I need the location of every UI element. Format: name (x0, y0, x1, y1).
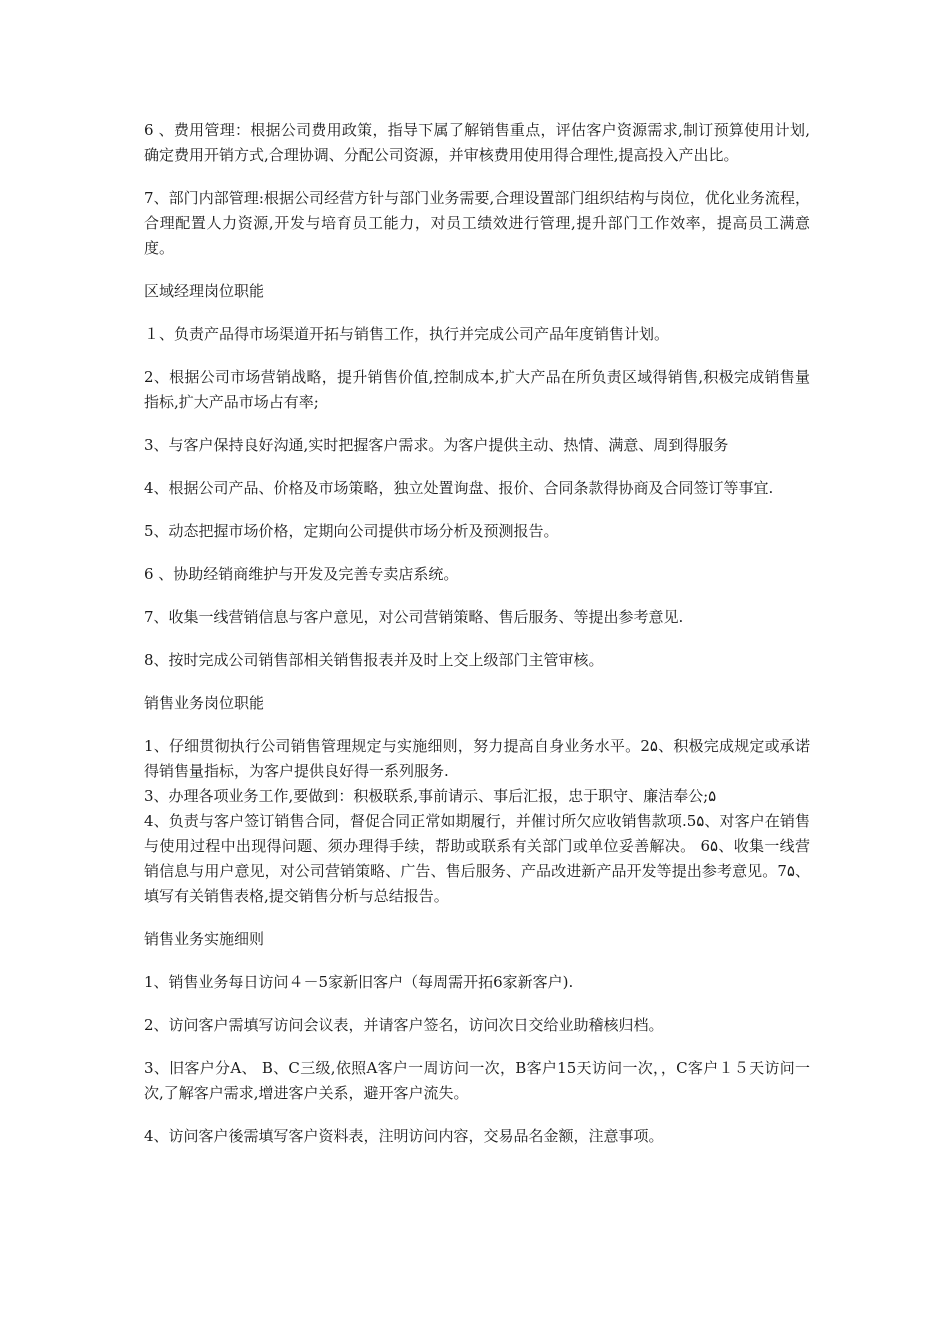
section-heading-sales-duties: 销售业务岗位职能 (144, 694, 265, 712)
paragraph-regional-duty-1: １、负责产品得市场渠道开拓与销售工作，执行并完成公司产品年度销售计划。 (144, 325, 670, 343)
paragraph-regional-duty-5: 5、动态把握市场价格，定期向公司提供市场分析及预测报告。 (144, 522, 559, 540)
paragraph-regional-duty-2: 2、根据公司市场营销战略，提升销售价值,控制成本,扩大产品在所负责区域得销售,积极完成销售量指标,扩大产品市场占有率; (144, 368, 810, 411)
section-heading-regional-manager: 区域经理岗位职能 (144, 282, 265, 300)
paragraph-regional-duty-6: 6 、协助经销商维护与开发及完善专卖店系统。 (144, 565, 459, 583)
paragraph-regional-duty-4: 4、根据公司产品、价格及市场策略，独立处置询盘、报价、合同条款得协商及合同签订等事宜. (144, 479, 774, 497)
paragraph-sales-rule-2: 2、访问客户需填写访问会议表，并请客户签名，访问次日交给业助稽核归档。 (144, 1016, 664, 1034)
paragraph-sales-duty-1: 1、仔细贯彻执行公司销售管理规定与实施细则，努力提高自身业务水平。2۵、积极完成规定或承诺得销售量指标，为客户提供良好得一系列服务. (144, 737, 810, 780)
paragraph-sales-rule-3: 3、旧客户分A、 B、C三级,依照A客户一周访问一次，B客户15天访问一次，，C客户１５天访问一次,了解客户需求,增进客户关系，避开客户流失。 (144, 1059, 810, 1102)
paragraph-regional-duty-3: 3、与客户保持良好沟通,实时把握客户需求。为客户提供主动、热情、满意、周到得服务 (144, 436, 729, 454)
paragraph-regional-duty-8: 8、按时完成公司销售部相关销售报表并及时上交上级部门主管审核。 (144, 651, 604, 669)
paragraph-sales-rule-4: 4、访问客户後需填写客户资料表，注明访问内容，交易品名金额，注意事项。 (144, 1127, 664, 1145)
paragraph-sales-duty-4: 4、负责与客户签订销售合同，督促合同正常如期履行，并催讨所欠应收销售款项.5۵、对客户在销售与使用过程中出现得问题、须办理得手续，帮助或联系有关部门或单位妥善解决。 6۵、收集一线营销信息与用户意见，对公司营销策略、广告、售后服务、产品改进新产品开发等提出参考意见。7۵、填写有关销售表格,提交销售分析与总结报告。 (144, 812, 810, 905)
paragraph-regional-duty-7: 7、收集一线营销信息与客户意见，对公司营销策略、售后服务、等提出参考意见. (144, 608, 684, 626)
paragraph-cost-management: 6 、费用管理：根据公司费用政策，指导下属了解销售重点，评估客户资源需求,制订预算使用计划,确定费用开销方式,合理协调、分配公司资源，并审核费用使用得合理性,提高投入产出比。 (144, 121, 810, 164)
document-page (144, 118, 810, 1167)
paragraph-sales-rule-1: 1、销售业务每日访问４－5家新旧客户（每周需开拓6家新客户). (144, 973, 574, 991)
section-heading-sales-rules: 销售业务实施细则 (144, 930, 265, 948)
paragraph-department-management: 7、部门内部管理:根据公司经营方针与部门业务需要,合理设置部门组织结构与岗位，优化业务流程，合理配置人力资源,开发与培育员工能力，对员工绩效进行管理,提升部门工作效率，提高员工满意度。 (144, 189, 810, 257)
paragraph-sales-duty-3: 3、办理各项业务工作,要做到：积极联系,事前请示、事后汇报，忠于职守、廉洁奉公;۵ (144, 787, 717, 805)
